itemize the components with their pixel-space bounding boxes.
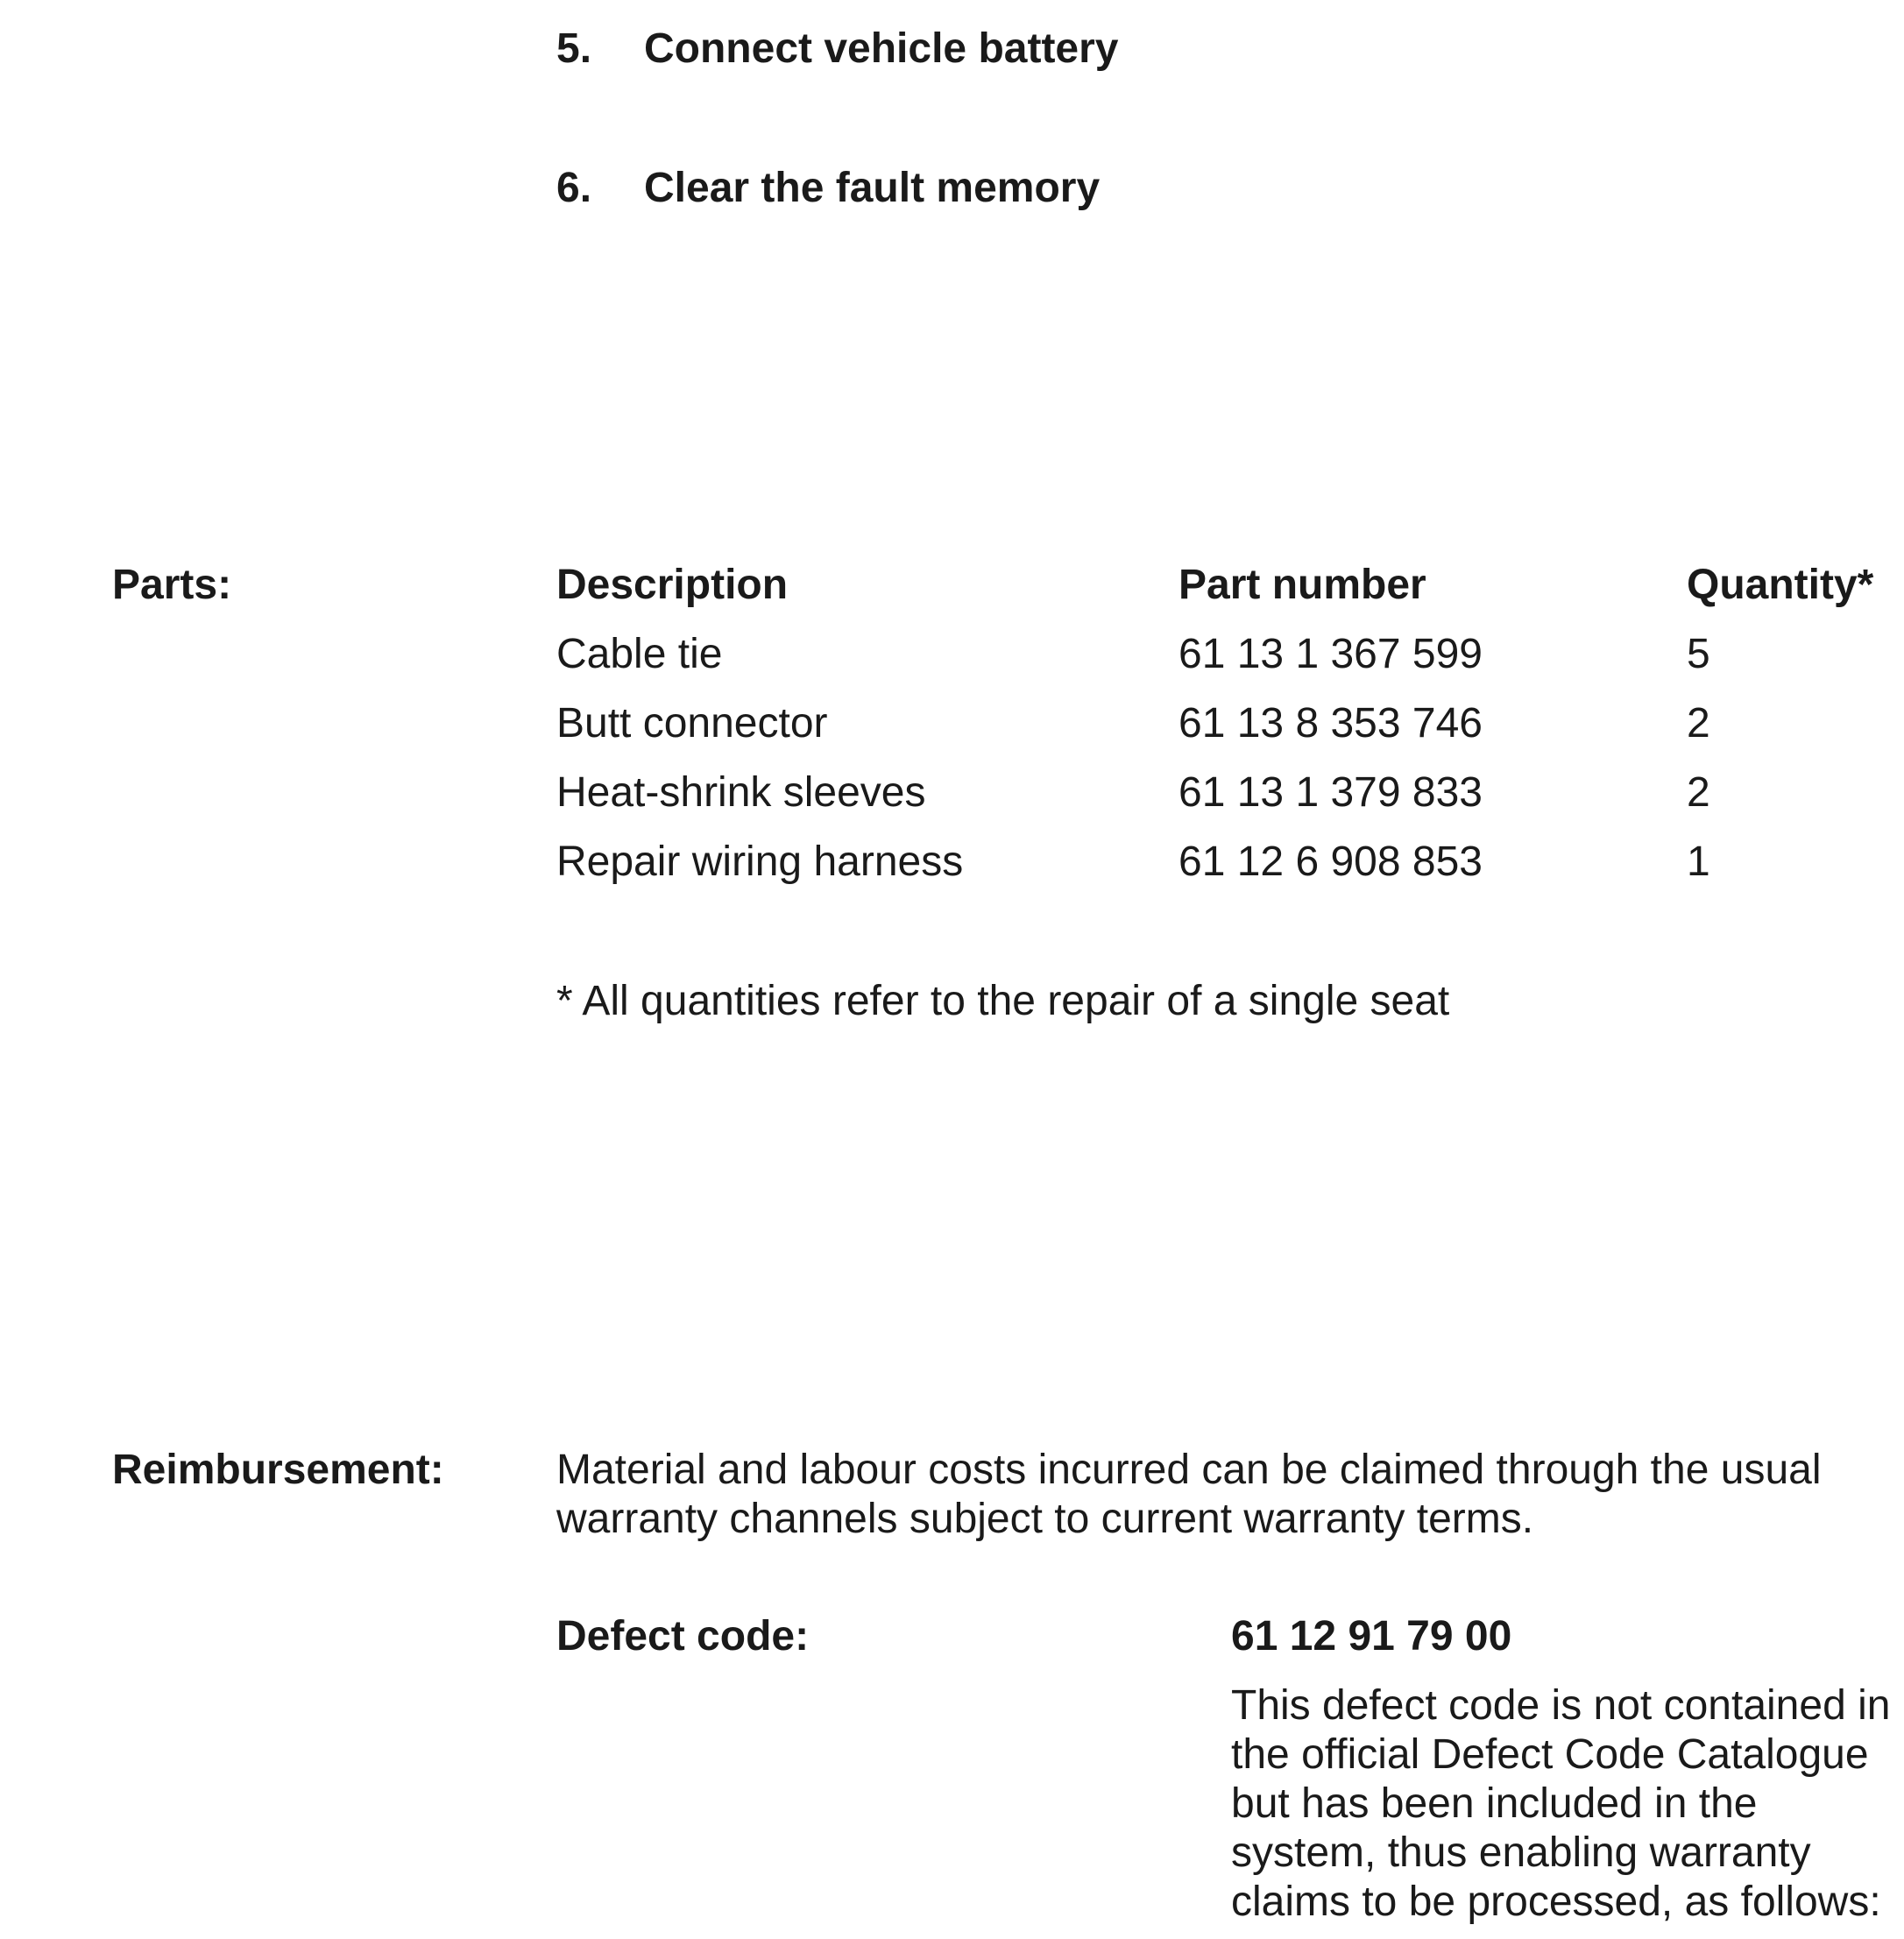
table-cell-quantity: 1: [1687, 839, 1710, 885]
table-cell-quantity: 5: [1687, 631, 1710, 677]
defect-note-line: claims to be processed, as follows:: [1231, 1879, 1881, 1925]
column-header-quantity: Quantity*: [1687, 562, 1874, 608]
defect-code-label: Defect code:: [556, 1613, 810, 1659]
table-cell-part-number: 61 13 1 367 599: [1178, 631, 1483, 677]
table-cell-part-number: 61 13 8 353 746: [1178, 700, 1483, 747]
step-text: Connect vehicle battery: [644, 25, 1119, 72]
table-cell-quantity: 2: [1687, 700, 1710, 747]
table-cell-description: Cable tie: [556, 631, 723, 677]
step-number: 6.: [556, 165, 592, 211]
parts-label: Parts:: [112, 562, 232, 608]
column-header-description: Description: [556, 562, 789, 608]
table-cell-description: Heat-shrink sleeves: [556, 769, 926, 816]
step-number: 5.: [556, 25, 592, 72]
table-cell-description: Butt connector: [556, 700, 828, 747]
reimbursement-label: Reimbursement:: [112, 1447, 444, 1493]
defect-note-line: but has been included in the: [1231, 1780, 1758, 1827]
table-cell-quantity: 2: [1687, 769, 1710, 816]
defect-note-line: This defect code is not contained in: [1231, 1682, 1891, 1729]
parts-footnote: * All quantities refer to the repair of a single seat: [556, 978, 1450, 1024]
defect-note-line: the official Defect Code Catalogue: [1231, 1731, 1869, 1778]
column-header-part-number: Part number: [1178, 562, 1426, 608]
reimbursement-text-line: Material and labour costs incurred can be claimed through the usual: [556, 1447, 1822, 1493]
reimbursement-text-line: warranty channels subject to current warranty terms.: [556, 1496, 1534, 1542]
table-cell-description: Repair wiring harness: [556, 839, 964, 885]
step-text: Clear the fault memory: [644, 165, 1101, 211]
table-cell-part-number: 61 13 1 379 833: [1178, 769, 1483, 816]
table-cell-part-number: 61 12 6 908 853: [1178, 839, 1483, 885]
defect-code-value: 61 12 91 79 00: [1231, 1613, 1512, 1659]
defect-note-line: system, thus enabling warranty: [1231, 1829, 1811, 1876]
